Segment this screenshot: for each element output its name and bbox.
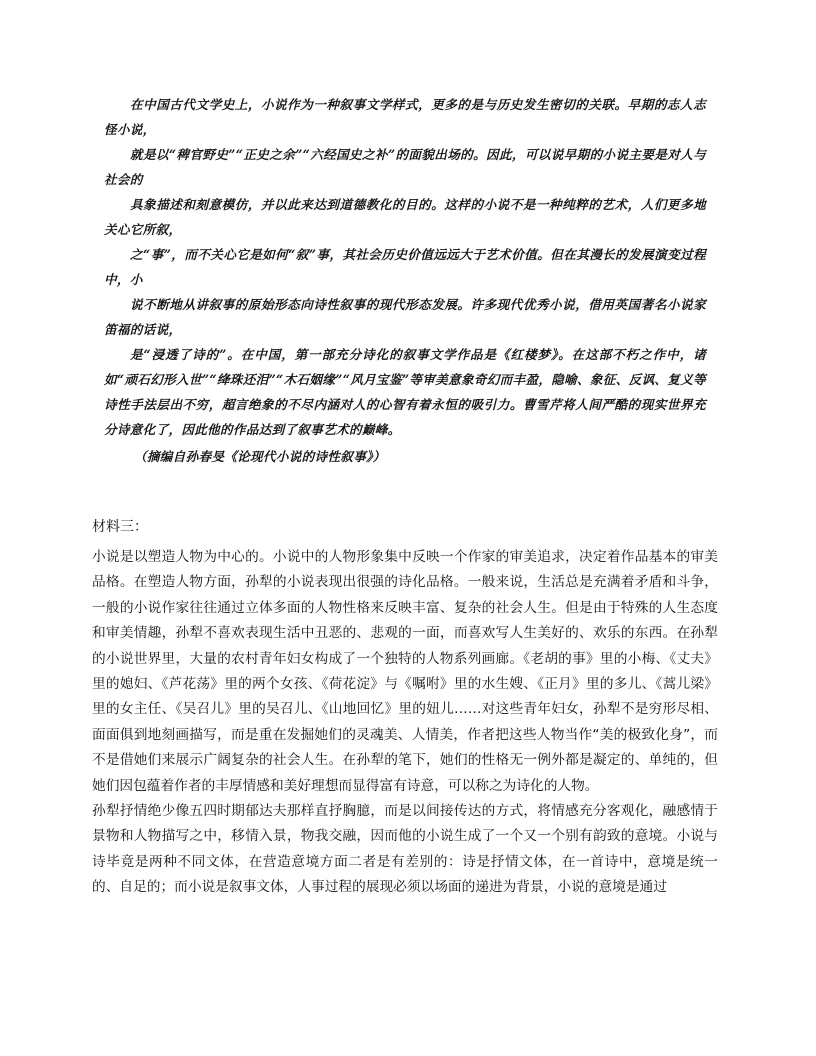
scan-paragraph-3: 具象描述和刻意模仿，并以此来达到道德教化的目的。这样的小说不是一种纯粹的艺术，人们更多地关心它所叙，: [104, 197, 706, 237]
scanned-passage: [104, 92, 706, 469]
material-paragraph-1: 小说是以塑造人物为中心的。小说中的人物形象集中反映一个作家的审美追求，决定着作品基本的审美品格。在塑造人物方面，孙犁的小说表现出很强的诗化品格。一般来说，生活总是充满着矛盾和斗争，一般的小说作家往往通过立体多面的人物性格来反映丰富、复杂的社会人生。但是由于特殊的人生态度和审美情趣，孙犁不喜欢表现生活中丑恶的、悲观的一面，而喜欢写人生美好的、欢乐的东西。在孙犁的小说世界里，大量的农村青年妇女构成了一个独特的人物系列画廊。《老胡的事》里的小梅、《丈夫》里的媳妇、《芦花荡》里的两个女孩、《荷花淀》与《嘱咐》里的水生嫂、《正月》里的多儿、《蒿儿梁》里的女主任、《吴召儿》里的吴召儿、《山地回忆》里的妞儿……对这些青年妇女，孙犁不是穷形尽相、面面俱到地刻画描写，而是重在发掘她们的灵魂美、人情美，作者把这些人物当作“美的极致化身”，而不是借她们来展示广阔复杂的社会人生。在孙犁的笔下，她们的性格无一例外都是凝定的、单纯的，但她们因包蕴着作者的丰厚情感和美好理想而显得富有诗意，可以称之为诗化的人物。: [92, 549, 718, 794]
material-paragraph-2: 孙犁抒情绝少像五四时期郁达夫那样直抒胸臆，而是以间接传达的方式，将情感充分客观化，融感情于景物和人物描写之中，移情入景，物我交融，因而他的小说生成了一个又一个别有韵致的意境。小说与诗毕竟是两种不同文体，在营造意境方面二者是有差别的：诗是抒情文体，在一首诗中，意境是统一的、自足的；而小说是叙事文体，人事过程的展现必须以场面的递进为背景，小说的意境是通过: [92, 803, 718, 896]
scan-paragraph-2: 就是以“稗官野史”“正史之余”“六经国史之补”的面貌出场的。因此，可以说早期的小说主要是对人与社会的: [104, 147, 706, 187]
scan-paragraph-5: 说不断地从讲叙事的原始形态向诗性叙事的现代形态发展。许多现代优秀小说，借用英国著名小说家笛福的话说，: [104, 297, 706, 337]
scan-paragraph-1: 在中国古代文学史上，小说作为一种叙事文学样式，更多的是与历史发生密切的关联。早期的志人志怪小说，: [104, 97, 706, 137]
material-three-section: [92, 515, 718, 901]
source-citation: （摘编自孙春旻《论现代小说的诗性叙事》）: [134, 449, 386, 464]
section-heading: 材料三：: [92, 519, 148, 535]
scan-paragraph-6: 是“浸透了诗的”。在中国，第一部充分诗化的叙事文学作品是《红楼梦》。在这部不朽之作中，诸如“顽石幻形入世”“绛珠还泪”“木石姻缘”“风月宝鉴”等审美意象奇幻而丰盈，隐喻、象征、反讽、复义等诗性手法层出不穷，超言绝象的不尽内涵对人的心智有着永恒的吸引力。曹雪芹将人间严酷的现实世界充分诗意化了，因此他的作品达到了叙事艺术的巅峰。: [104, 347, 706, 437]
scan-paragraph-4: 之“事”，而不关心它是如何“叙”事，其社会历史价值远远大于艺术价值。但在其漫长的发展演变过程中，小: [104, 247, 706, 287]
